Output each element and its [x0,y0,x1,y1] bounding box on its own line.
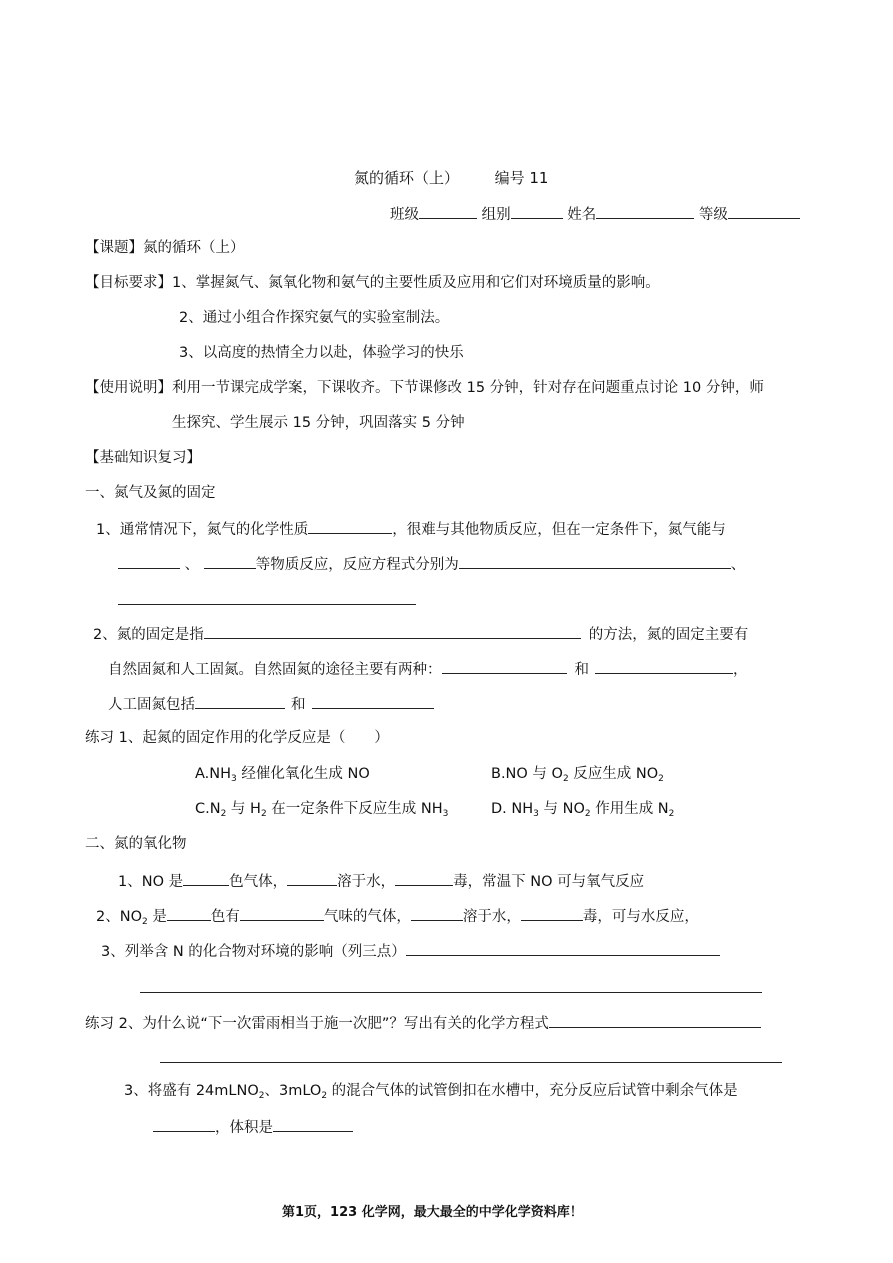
s2-q2-text-f: 毒，可与水反应， [582,909,699,925]
no-toxicity-blank[interactable] [395,870,453,886]
s1-q2-comma: ， [733,662,748,678]
option-d-text-3: 作用生成 N [590,801,669,817]
option-a-text-1: A.NH [195,766,232,782]
review-heading: 【基础知识复习】 [85,450,201,466]
usage-line-1 [85,378,764,398]
s2-q2-text-c: 色有 [210,909,240,925]
option-c-sub-2: 2 [260,809,267,819]
option-d-sub-1: 3 [533,809,539,819]
s2-q2-text-a: 2、NO [96,909,142,925]
exercise2-stem: 练习 2、为什么说“下一次雷雨相当于施一次肥”？写出有关的化学方程式 [85,1016,549,1032]
exercise3-line-1 [124,1081,738,1101]
no2-color-blank[interactable] [167,905,211,921]
class-blank[interactable] [419,203,477,219]
exercise3-sub-1: 2 [258,1091,265,1101]
equation-blank-1[interactable] [459,553,731,569]
no-solubility-blank[interactable] [287,870,337,886]
topic-text: 氮的循环（上） [143,240,245,256]
option-b-text-1: B.NO 与 O [491,766,563,782]
student-info-line [390,203,800,225]
remaining-volume-blank[interactable] [273,1116,353,1132]
goals-line-1 [85,273,660,293]
option-c-sub-3: 3 [442,809,449,819]
s1-q2-and: 和 [574,662,589,678]
s1-q1-text-c: 等物质反应，反应方程式分别为 [255,557,459,573]
grade-label: 等级 [698,207,728,223]
exercise1-stem: 练习 1、起氮的固定作用的化学反应是（ ） [85,730,389,746]
s1-q2-line-3 [108,693,434,715]
page-footer: 第1页，123 化学网，最大最全的中学化学资料库！ [282,1205,583,1220]
artificial-fixation-blank-2[interactable] [312,693,434,709]
no2-toxicity-blank[interactable] [521,905,583,921]
remaining-gas-blank[interactable] [153,1116,215,1132]
s1-q1-line-2 [118,553,745,575]
natural-fixation-blank-2[interactable] [595,658,733,674]
option-b-sub-2: 2 [658,774,664,784]
goal-item-3: 3、以高度的热情全力以赴，体验学习的快乐 [179,345,464,361]
option-c-text-1: C.N [195,801,221,817]
option-c-text-2: 与 H [226,801,261,817]
option-a[interactable] [195,764,370,784]
s1-q2-text-b: 的方法，氮的固定主要有 [588,627,749,643]
option-d-sub-3: 2 [668,809,675,819]
s1-q1-text-a: 1、通常情况下，氮气的化学性质 [96,522,309,538]
goal-item-2: 2、通过小组合作探究氨气的实验室制法。 [179,310,450,326]
option-c[interactable] [195,799,448,819]
exercise3-sub-2: 2 [321,1091,328,1101]
goals-label: 【目标要求】 [85,275,172,291]
s1-q2-text-c: 自然固氮和人工固氮。自然固氮的途径主要有两种： [108,662,442,678]
worksheet-number: 编号 11 [494,169,549,187]
worksheet-title-line [354,168,548,188]
s1-q2-line-2 [108,658,748,680]
goal-item-1: 1、掌握氮气、氮氧化物和氨气的主要性质及应用和它们对环境质量的影响。 [172,275,660,291]
group-label: 组别 [481,207,511,223]
equation-blank-2[interactable] [118,604,416,605]
exercise3-text-d: ，体积是 [215,1120,273,1136]
reactant-blank-2[interactable] [204,553,256,569]
exercise2-answer-blank-2[interactable] [160,1062,782,1063]
s1-q2-line-1 [93,623,748,645]
worksheet-title: 氮的循环（上） [354,169,460,187]
s1-q2-text-a: 2、氮的固定是指 [93,627,204,643]
option-d-sub-2: 2 [584,809,591,819]
usage-text-1: 利用一节课完成学案，下课收齐。下节课修改 15 分钟，针对存在问题重点讨论 10 分钟，师 [172,380,764,396]
s2-q3-text: 3、列举含 N 的化合物对环境的影响（列三点） [101,944,406,960]
environment-impact-blank-1[interactable] [406,940,720,956]
option-d[interactable] [491,799,674,819]
exercise3-line-2 [153,1116,353,1138]
exercise3-text-a: 3、将盛有 24mLNO [124,1083,259,1099]
s2-q1-text-a: 1、NO 是 [118,874,184,890]
option-c-sub-1: 2 [220,809,227,819]
s2-q2-text-b: 是 [147,909,167,925]
option-b[interactable] [491,764,664,784]
s2-q2-text-e: 溶于水， [462,909,521,925]
s1-q1-sep: 、 [184,557,200,573]
no2-odor-blank[interactable] [240,905,324,921]
s2-q1-text-c: 溶于水， [337,874,396,890]
no2-solubility-blank[interactable] [411,905,463,921]
s2-q2-line [96,905,699,927]
option-d-text-2: 与 NO [538,801,585,817]
s1-q1-end: 、 [730,557,746,573]
s2-q3-line [101,940,720,962]
artificial-fixation-blank-1[interactable] [195,693,285,709]
option-b-text-2: 反应生成 NO [568,766,659,782]
environment-impact-blank-2[interactable] [140,992,762,993]
name-blank[interactable] [596,203,694,219]
option-d-text-1: D. NH [491,801,534,817]
topic-label: 【课题】 [85,240,143,256]
s2-q2-text-d: 气味的气体， [323,909,411,925]
option-a-text-2: 经催化氧化生成 NO [236,766,370,782]
no-color-blank[interactable] [183,870,229,886]
exercise3-text-c: 的混合气体的试管倒扣在水槽中，充分反应后试管中剩余气体是 [327,1083,738,1099]
option-a-sub: 3 [231,774,237,784]
fixation-definition-blank[interactable] [204,623,581,639]
option-c-text-3: 在一定条件下反应生成 NH [266,801,443,817]
s2-q1-text-b: 色气体， [229,874,288,890]
option-b-sub-1: 2 [562,774,569,784]
n2-property-blank[interactable] [308,518,392,534]
exercise2-answer-blank-1[interactable] [549,1012,761,1028]
exercise2-line [85,1012,761,1034]
group-blank[interactable] [511,203,563,219]
section1-heading: 一、氮气及氮的固定 [85,485,216,501]
s2-q1-line [118,870,644,892]
class-label: 班级 [390,207,419,223]
usage-label: 【使用说明】 [85,380,172,396]
s1-q1-line-1 [96,518,726,540]
natural-fixation-blank-1[interactable] [442,658,567,674]
usage-text-2: 生探究、学生展示 15 分钟，巩固落实 5 分钟 [172,415,465,431]
s2-q2-sub: 2 [142,917,148,927]
exercise3-text-b: 、3mLO [264,1083,322,1099]
topic-line [85,238,245,258]
grade-blank[interactable] [728,203,800,219]
section2-heading: 二、氮的氧化物 [85,836,187,852]
s2-q1-text-d: 毒，常温下 NO 可与氧气反应 [453,874,645,890]
s1-q2-and-2: 和 [291,697,306,713]
name-label: 姓名 [567,207,597,223]
reactant-blank-1[interactable] [118,553,180,569]
s1-q2-text-d: 人工固氮包括 [108,697,195,713]
s1-q1-text-b: ，很难与其他物质反应，但在一定条件下，氮气能与 [392,522,726,538]
